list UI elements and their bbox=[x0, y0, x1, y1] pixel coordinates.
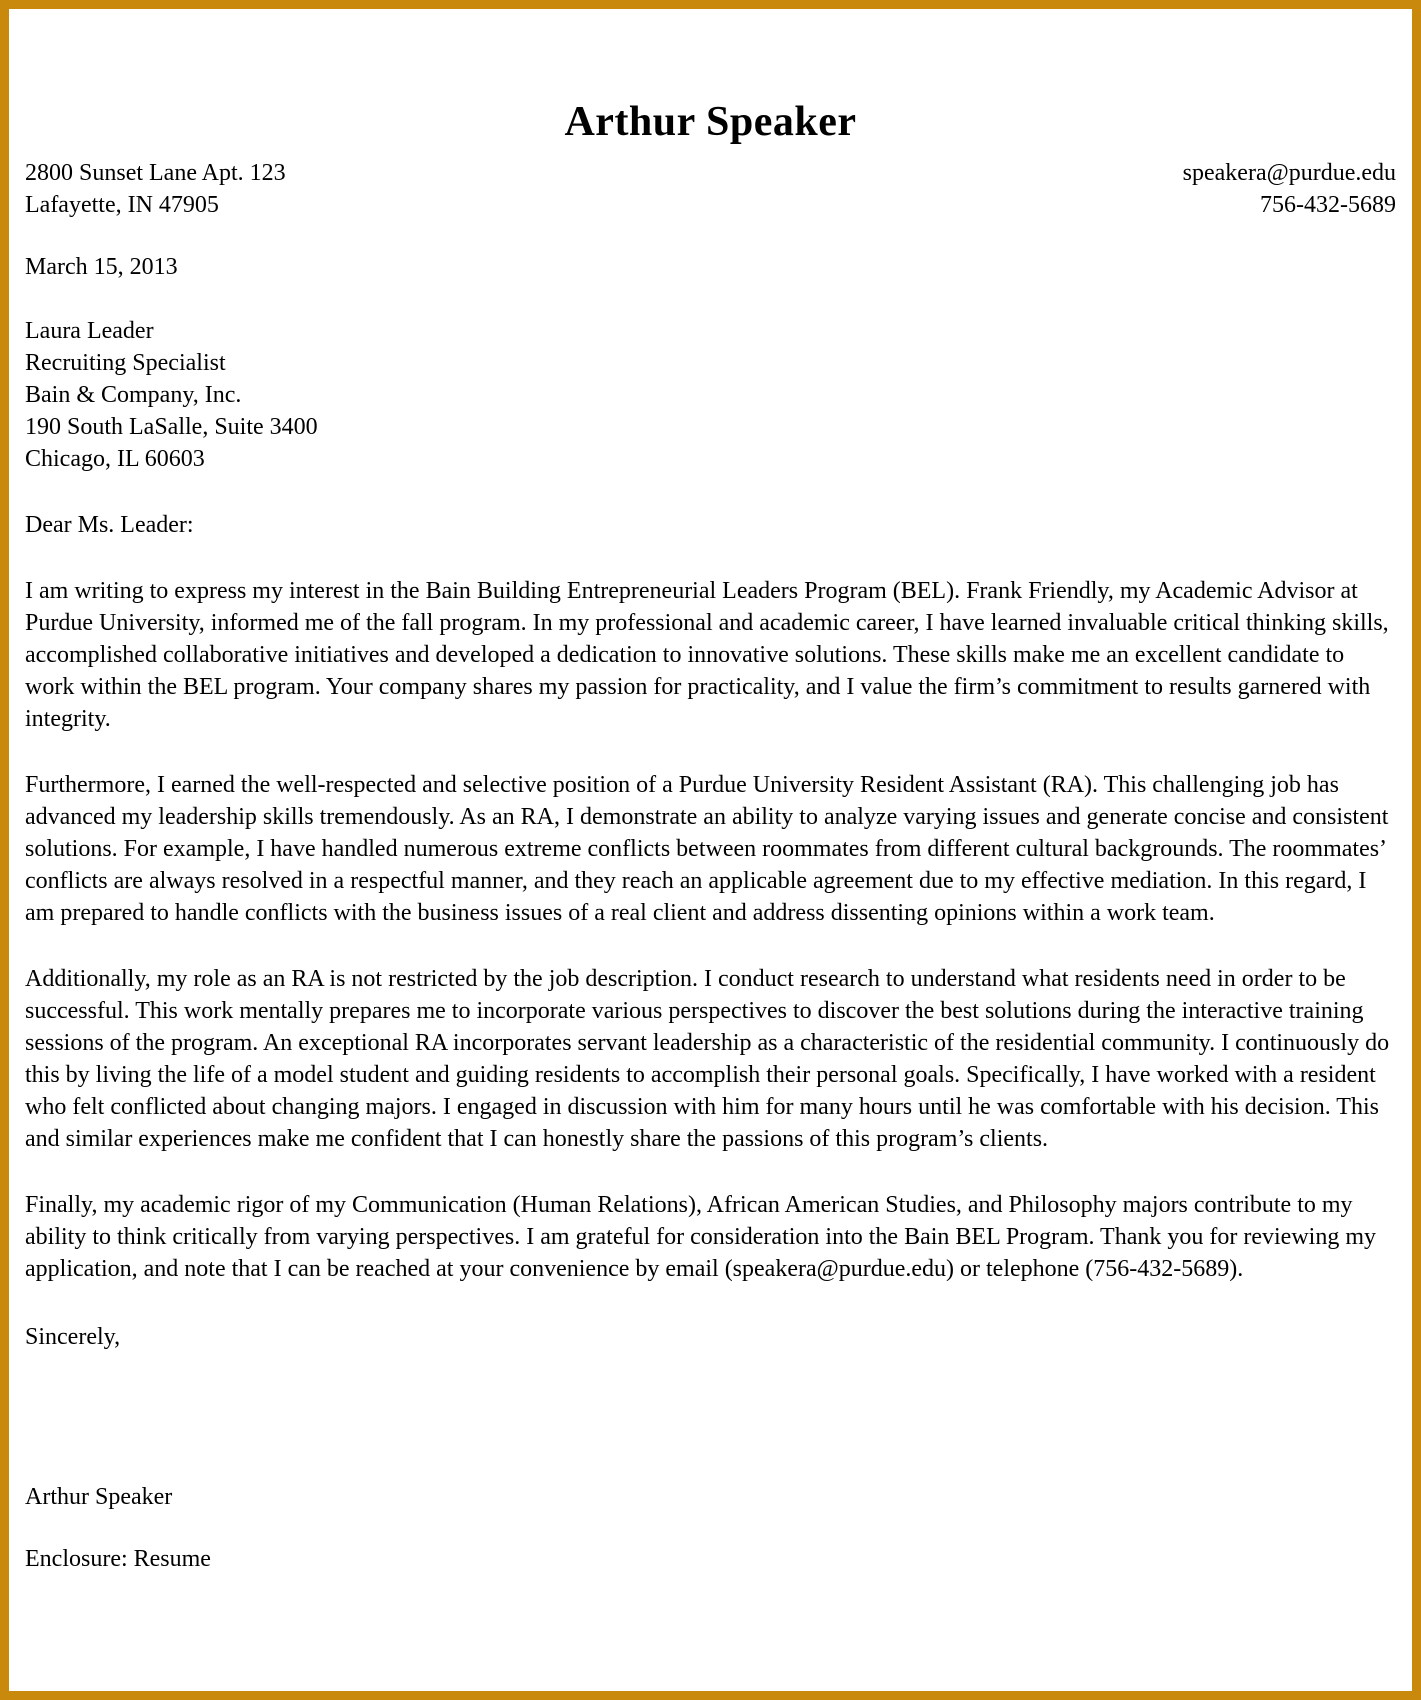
enclosure-note: Enclosure: Resume bbox=[25, 1546, 211, 1572]
signature-name: Arthur Speaker bbox=[25, 1484, 173, 1510]
letter-content bbox=[9, 97, 1412, 1575]
body-paragraph-2: Furthermore, I earned the well-respected and selective position of a Purdue University Resident Assistant (RA). This challenging job has advanced my leadership skills tremendously. As an RA, I demonstrate an ability to analyze varying issues and generate concise and consistent solutions. For example, I have handled numerous extreme conflicts between roommates from different cultural backgrounds. The roommates’ conflicts are always resolved in a respectful manner, and they reach an applicable agreement due to my effective mediation. In this regard, I am prepared to handle conflicts with the business issues of a real client and address dissenting opinions within a work team. bbox=[25, 772, 1389, 926]
recipient-name: Laura Leader bbox=[25, 318, 154, 344]
sender-address-line2: Lafayette, IN 47905 bbox=[25, 192, 219, 218]
letterhead-contact-row bbox=[25, 157, 1396, 221]
recipient-address-line2: Chicago, IL 60603 bbox=[25, 446, 205, 472]
sender-address-block bbox=[25, 157, 286, 221]
body-paragraph-4: Finally, my academic rigor of my Communication (Human Relations), African American Studies, and Philosophy majors contribute to my ability to think critically from varying perspectives. I am grateful for consideration into the Bain BEL Program. Thank you for reviewing my application, and note that I can be reached at your convenience by email (speakera@purdue.edu) or telephone (756-432-5689). bbox=[25, 1192, 1376, 1282]
valediction: Sincerely, bbox=[25, 1324, 121, 1350]
letter-date: March 15, 2013 bbox=[25, 254, 178, 280]
sender-email: speakera@purdue.edu bbox=[1182, 160, 1396, 186]
body-paragraph-3: Additionally, my role as an RA is not restricted by the job description. I conduct research to understand what residents need in order to be successful. This work mentally prepares me to incorporate various perspectives to discover the best solutions during the interactive training sessions of the program. An exceptional RA incorporates servant leadership as a characteristic of the residential community. I continuously do this by living the life of a model student and guiding residents to accomplish their personal goals. Specifically, I have worked with a resident who felt conflicted about changing majors. I engaged in discussion with him for many hours until he was comfortable with his decision. This and similar experiences make me confident that I can honestly share the passions of this program’s clients. bbox=[25, 966, 1390, 1152]
recipient-address-line1: 190 South LaSalle, Suite 3400 bbox=[25, 414, 318, 440]
recipient-title: Recruiting Specialist bbox=[25, 350, 226, 376]
sender-phone: 756-432-5689 bbox=[1260, 192, 1396, 218]
body-paragraph-1: I am writing to express my interest in the Bain Building Entrepreneurial Leaders Program (BEL). Frank Friendly, my Academic Advisor at Purdue University, informed me of the fall program. In my professional and academic career, I have learned invaluable critical thinking skills, accomplished collaborative initiatives and developed a dedication to innovative solutions. These skills make me an excellent candidate to work within the BEL program. Your company shares my passion for practicality, and I value the firm’s commitment to results garnered with integrity. bbox=[25, 578, 1389, 732]
sender-contact-block bbox=[1183, 157, 1396, 221]
sender-address-line1: 2800 Sunset Lane Apt. 123 bbox=[25, 160, 286, 186]
recipient-address-block bbox=[25, 315, 1396, 475]
letterhead-name: Arthur Speaker bbox=[564, 99, 857, 145]
salutation: Dear Ms. Leader: bbox=[25, 512, 194, 538]
recipient-company: Bain & Company, Inc. bbox=[25, 382, 242, 408]
